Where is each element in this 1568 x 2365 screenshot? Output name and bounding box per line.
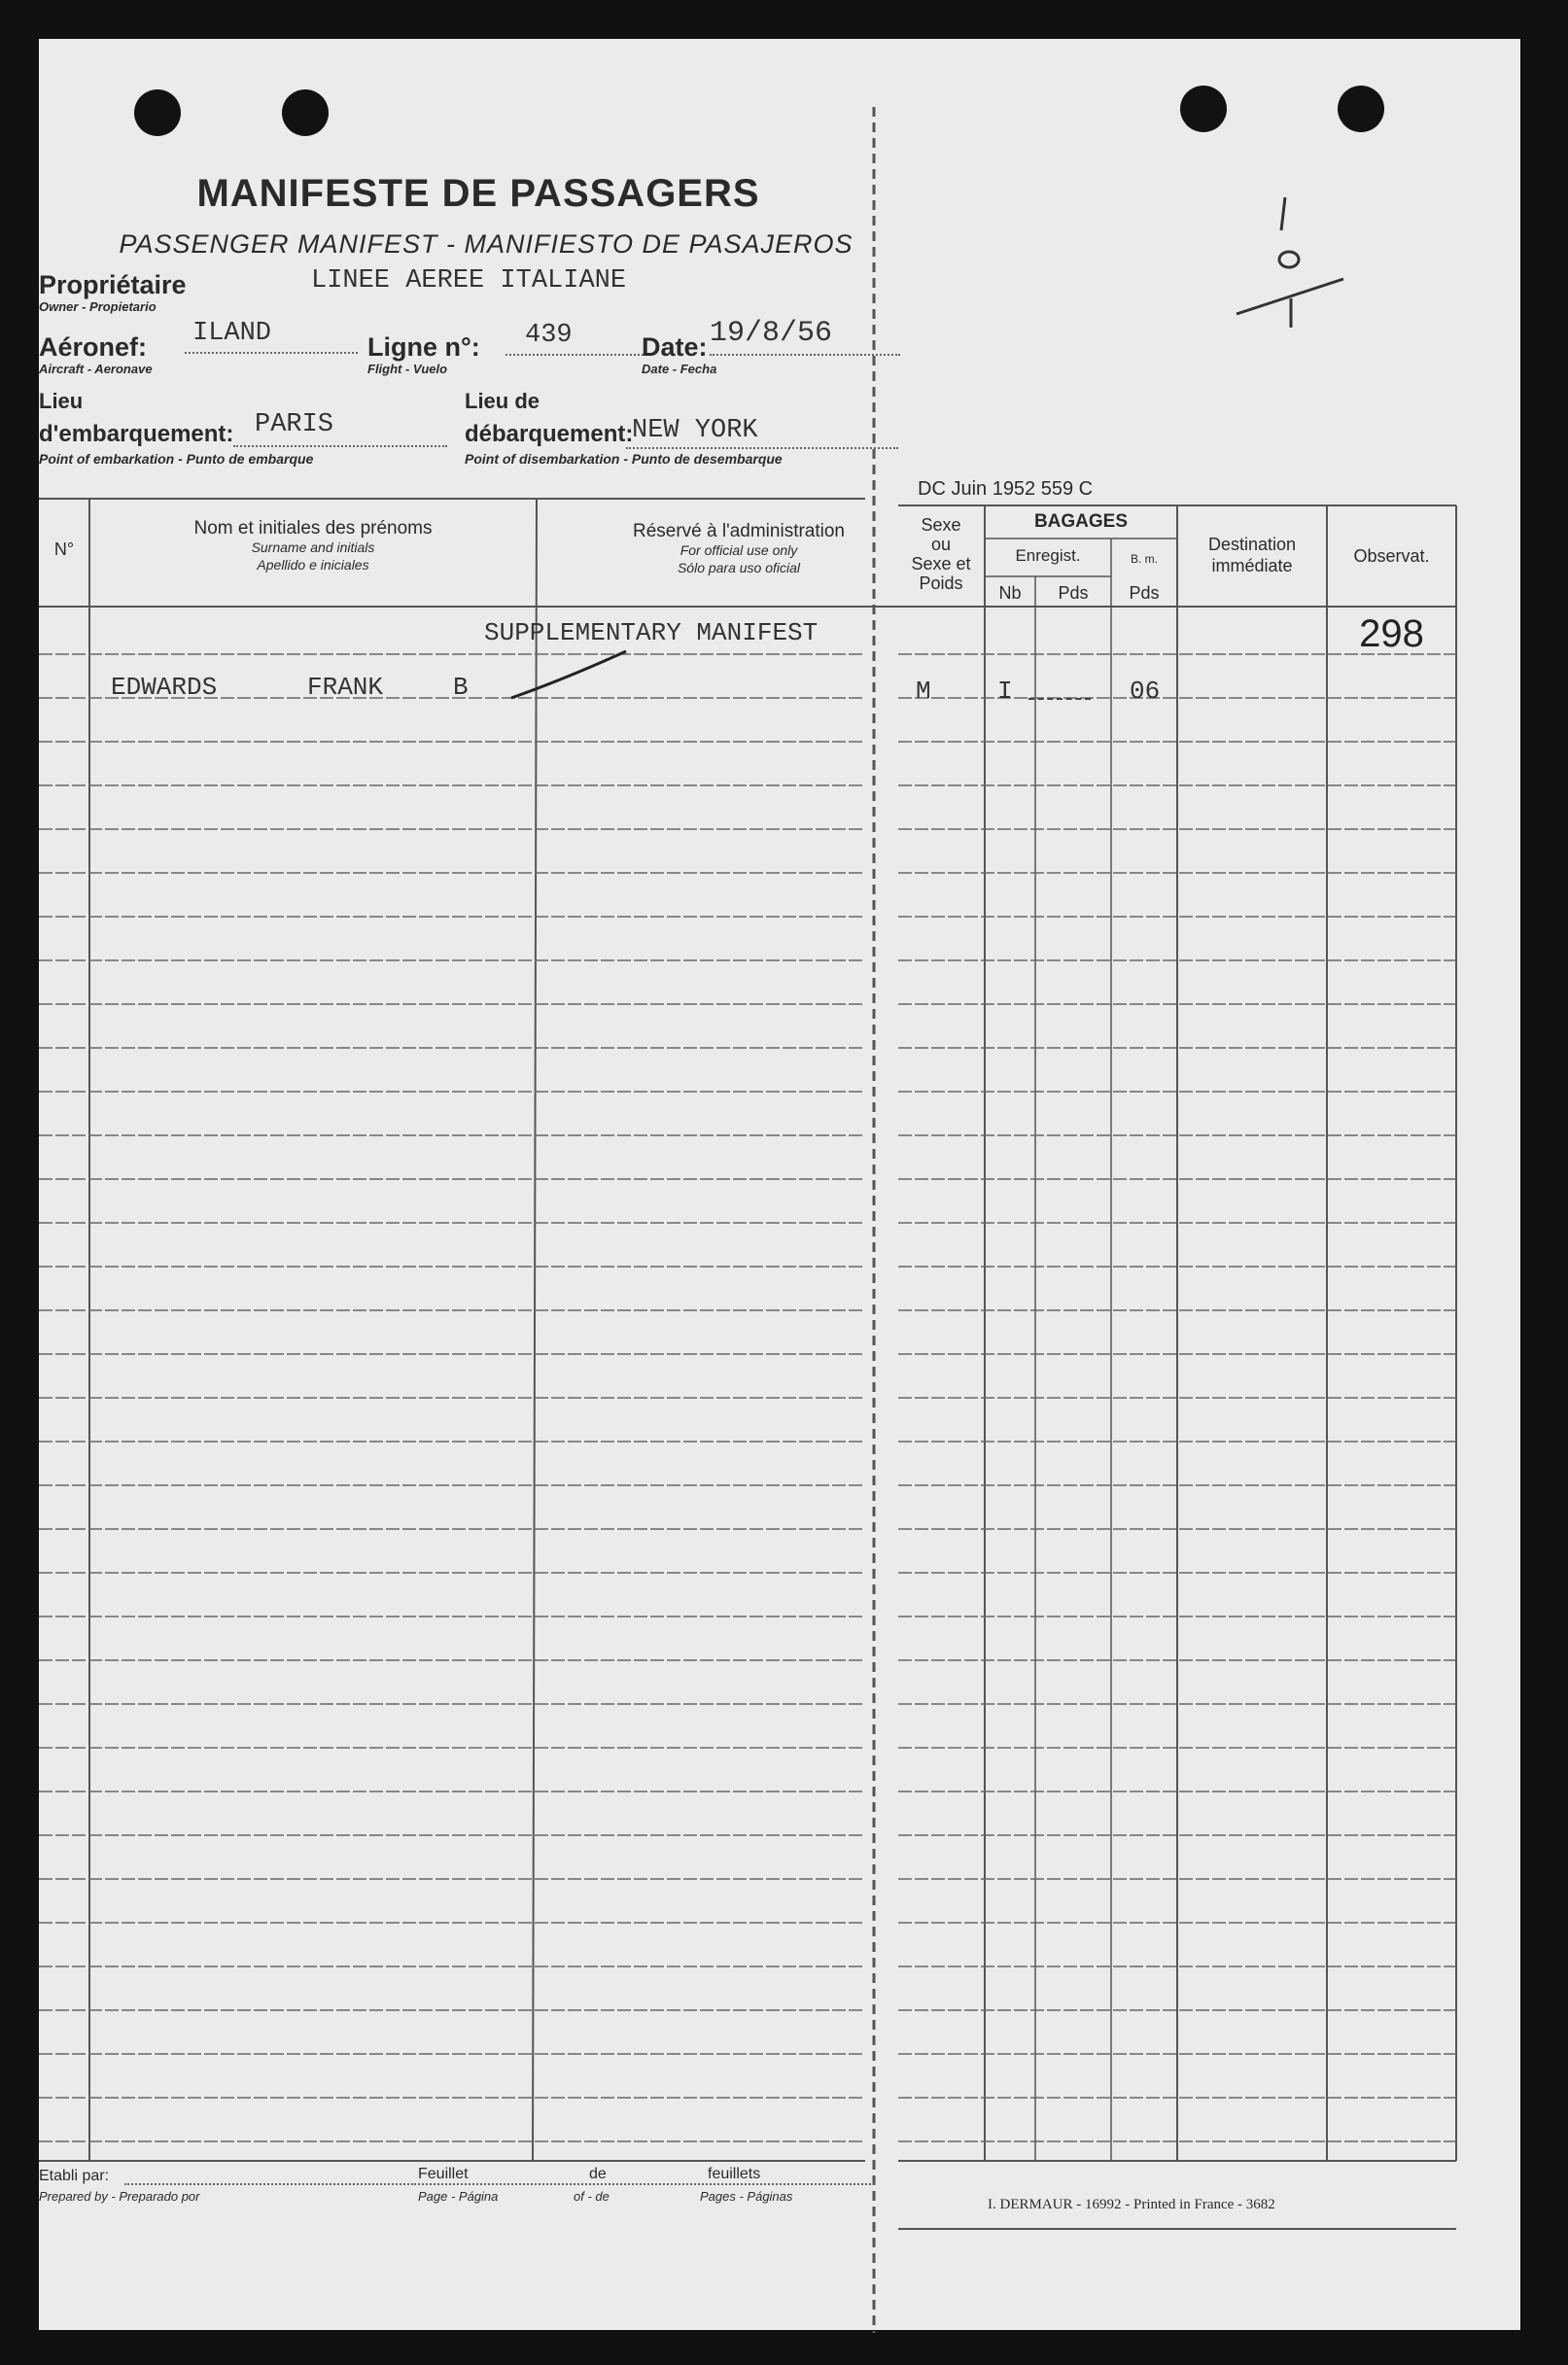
owner-label: Propriétaire bbox=[39, 270, 187, 299]
disembark-label-line2: débarquement: bbox=[465, 421, 634, 447]
flight-label: Ligne n°: bbox=[367, 332, 480, 362]
sheet-label: Feuillet bbox=[418, 2166, 469, 2182]
row-1-note: SUPPLEMENTARY MANIFEST bbox=[484, 618, 819, 647]
col-header-name: Nom et initiales des prénoms bbox=[193, 518, 433, 539]
disembark-label-line1: Lieu de bbox=[465, 389, 540, 413]
col-header-observ: Observat. bbox=[1353, 546, 1430, 566]
handwritten-checkmark bbox=[505, 647, 632, 706]
owner-value: LINEE AEREE ITALIANE bbox=[311, 266, 627, 296]
footer-rule bbox=[898, 2228, 1456, 2230]
manifest-page bbox=[39, 39, 1520, 2330]
form-title: MANIFESTE DE PASSAGERS bbox=[196, 172, 760, 215]
form-subtitle: PASSENGER MANIFEST - MANIFIESTO DE PASAJEROS bbox=[119, 229, 854, 259]
row-2-sex: M bbox=[916, 677, 931, 706]
owner-sublabel: Owner - Propietario bbox=[39, 299, 157, 314]
form-code: DC Juin 1952 559 C bbox=[918, 478, 1094, 500]
col-header-no: N° bbox=[53, 539, 75, 559]
sheets-sub: Pages - Páginas bbox=[700, 2189, 793, 2204]
date-label: Date: bbox=[642, 332, 708, 362]
col-header-destination-1: Destination bbox=[1207, 535, 1297, 554]
date-value: 19/8/56 bbox=[710, 317, 833, 350]
row-2-bag-weight-dash bbox=[1028, 698, 1091, 700]
aircraft-sublabel: Aircraft - Aeronave bbox=[39, 362, 153, 376]
col-header-pds: Pds bbox=[1058, 583, 1089, 603]
col-header-registered: Enregist. bbox=[1015, 546, 1081, 565]
prepared-dotline bbox=[124, 2183, 416, 2185]
aircraft-value: ILAND bbox=[192, 319, 272, 348]
col-header-pds2: Pds bbox=[1129, 583, 1160, 603]
sheets-label: feuillets bbox=[708, 2166, 761, 2182]
embark-label-line1: Lieu bbox=[39, 389, 84, 413]
disembark-value: NEW YORK bbox=[632, 416, 758, 445]
col-header-hand: B. m. bbox=[1130, 552, 1158, 566]
col-header-destination-2: immédiate bbox=[1211, 556, 1293, 575]
flight-sublabel: Flight - Vuelo bbox=[367, 362, 448, 376]
col-header-name-en: Surname and initials bbox=[251, 539, 375, 555]
flight-value: 439 bbox=[525, 321, 573, 350]
col-header-nb: Nb bbox=[998, 583, 1022, 603]
row-2-firstname: FRANK bbox=[307, 673, 384, 702]
col-header-reserved-es: Sólo para uso oficial bbox=[677, 560, 801, 575]
of-label: de bbox=[589, 2166, 607, 2182]
printer-imprint: I. DERMAUR - 16992 - Printed in France - 3682 bbox=[988, 2197, 1275, 2212]
col-header-baggage: BAGAGES bbox=[1033, 511, 1129, 532]
col-header-reserved: Réservé à l'administration bbox=[633, 521, 845, 541]
sheet-sub: Page - Página bbox=[418, 2189, 499, 2204]
embark-value: PARIS bbox=[255, 410, 334, 439]
row-2-initial: B bbox=[453, 673, 469, 702]
row-2-bag-count: I bbox=[997, 677, 1013, 706]
disembark-sublabel: Point of disembarkation - Punto de desembarque bbox=[465, 451, 783, 467]
embark-sublabel: Point of embarkation - Punto de embarque bbox=[39, 451, 314, 467]
of-sub: of - de bbox=[574, 2189, 610, 2204]
sheet-dotline bbox=[418, 2183, 875, 2185]
prepared-by-sub: Prepared by - Preparado por bbox=[39, 2189, 200, 2204]
embark-label-line2: d'embarquement: bbox=[39, 421, 234, 447]
col-header-sex-2: ou bbox=[930, 535, 952, 554]
col-header-reserved-en: For official use only bbox=[679, 542, 798, 558]
col-header-sex-3: Sexe et bbox=[911, 554, 971, 574]
prepared-by-label: Etabli par: bbox=[39, 2168, 110, 2184]
col-header-name-es: Apellido e iniciales bbox=[257, 557, 369, 573]
date-sublabel: Date - Fecha bbox=[642, 362, 717, 376]
manifest-table-grid bbox=[39, 39, 1520, 2330]
aircraft-label: Aéronef: bbox=[39, 332, 148, 362]
col-header-sex-1: Sexe bbox=[921, 515, 961, 535]
col-header-sex-4: Poids bbox=[919, 574, 963, 593]
row-2-hand-weight: 06 bbox=[1130, 677, 1161, 706]
row-2-surname: EDWARDS bbox=[111, 673, 218, 702]
row-1-observ: 298 bbox=[1359, 612, 1424, 655]
